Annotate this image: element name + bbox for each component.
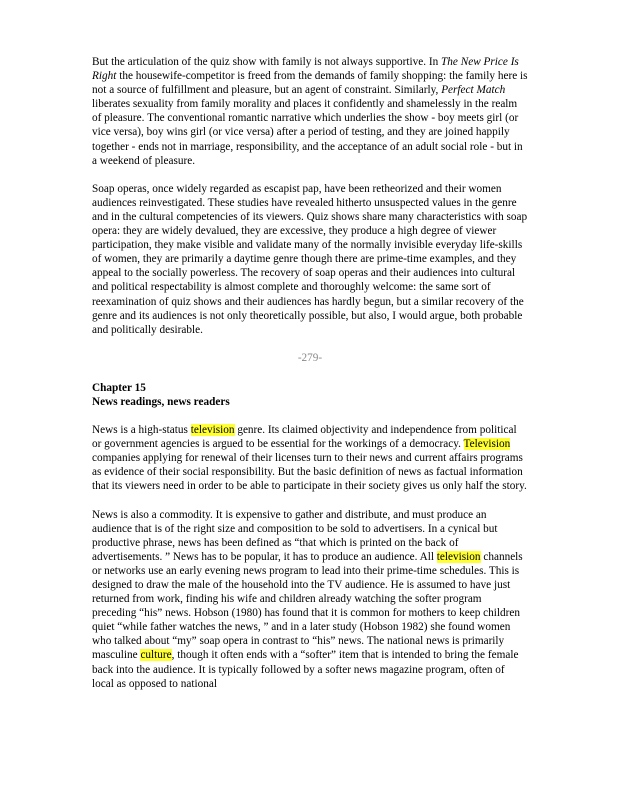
chapter-title: News readings, news readers xyxy=(92,395,230,408)
search-highlight: television xyxy=(190,424,235,437)
text-run: , though it often ends with a “softer” item that is intended to bring the female back into the audience. It is typically followed by a softer news magazine program, often of local as opposed to national xyxy=(92,649,519,690)
text-run: genre. Its claimed objectivity and independence from political or government agencies is argued to be essential for the workings of a democracy. xyxy=(92,424,517,451)
text-run: News is also a commodity. It is expensive to gather and distribute, and must produce an audience that is of the right size and composition to be sold to advertisers. In a cynical but productive phrase, news has been defined as “that which is printed on the back of advertisements. ” News has to be popular, it has to produce an audience. All xyxy=(92,508,498,563)
text-run: the housewife-competitor is freed from the demands of family shopping: the family here is not a source of fulfillment and pleasure, but an agent of constraint. Similarly, xyxy=(92,70,528,97)
show-title-new-price-is-right: The New Price Is Right xyxy=(92,56,519,83)
show-title-perfect-match: Perfect Match xyxy=(441,84,506,97)
text-run: companies applying for renewal of their licenses turn to their news and current affairs programs as evidence of their social responsibility. But the basic definition of news as factual information that its viewers need in order to be able to participate in their society gives us only half the story. xyxy=(92,452,527,493)
page-number: -279- xyxy=(297,351,323,364)
text-run: But the articulation of the quiz show with family is not always supportive. In xyxy=(92,56,442,68)
search-highlight: culture xyxy=(140,649,172,662)
document-page xyxy=(92,55,528,705)
paragraph-quiz-family xyxy=(92,55,528,168)
paragraph-news-commodity xyxy=(92,508,528,691)
text-run: News is a high-status xyxy=(92,424,191,437)
paragraph-soap-operas: Soap operas, once widely regarded as escapist pap, have been retheorized and their women audiences reinvestigated. These studies have revealed hitherto unsuspected values in the genre and in the cultural competencies of its viewers. Quiz shows share many characteristics with soap opera: they are widely devalued, they are excessive, they produce a high degree of viewer participation, they make visible and validate many of the normally invisible everyday life-skills of women, they are primarily a daytime genre though there are prime-time examples, and they appeal to the socially powerless. The recovery of soap operas and their audiences into cultural and political respectability is almost complete and thoroughly welcome: the same sort of reexamination of quiz shows and their audiences has hardly begun, but a similar recovery of the genre and its audiences is not only theoretically possible, but also, I would argue, both probable and politically desirable. xyxy=(92,182,528,336)
search-highlight: television xyxy=(436,550,481,563)
chapter-heading xyxy=(92,381,528,409)
search-highlight: Television xyxy=(463,438,511,451)
paragraph-news-status xyxy=(92,423,528,493)
text-run: channels or networks use an early evening news program to lead into their prime-time schedules. This is designed to draw the male of the household into the TV audience. He is assumed to have just returned from work, finding his wife and children already watching the softer program preceding “his” news. Hobson (1980) has found that it is common for mothers to keep children quiet “while father watches the news, ” and in a later study (Hobson 1982) she found women who talked about “my” soap opera in contrast to “his” news. The national news is primarily masculine xyxy=(92,550,523,662)
chapter-number: Chapter 15 xyxy=(92,381,146,394)
text-run: liberates sexuality from family morality and places it confidently and shamelessly in the realm of pleasure. The conventional romantic narrative which underlies the show - boy meets girl (or vice versa), boy wins girl (or vice versa) after a period of testing, and they are joined happily together - ends not in marriage, responsibility, and the acceptance of an adult social role - but in a weekend of pleasure. xyxy=(92,98,523,167)
